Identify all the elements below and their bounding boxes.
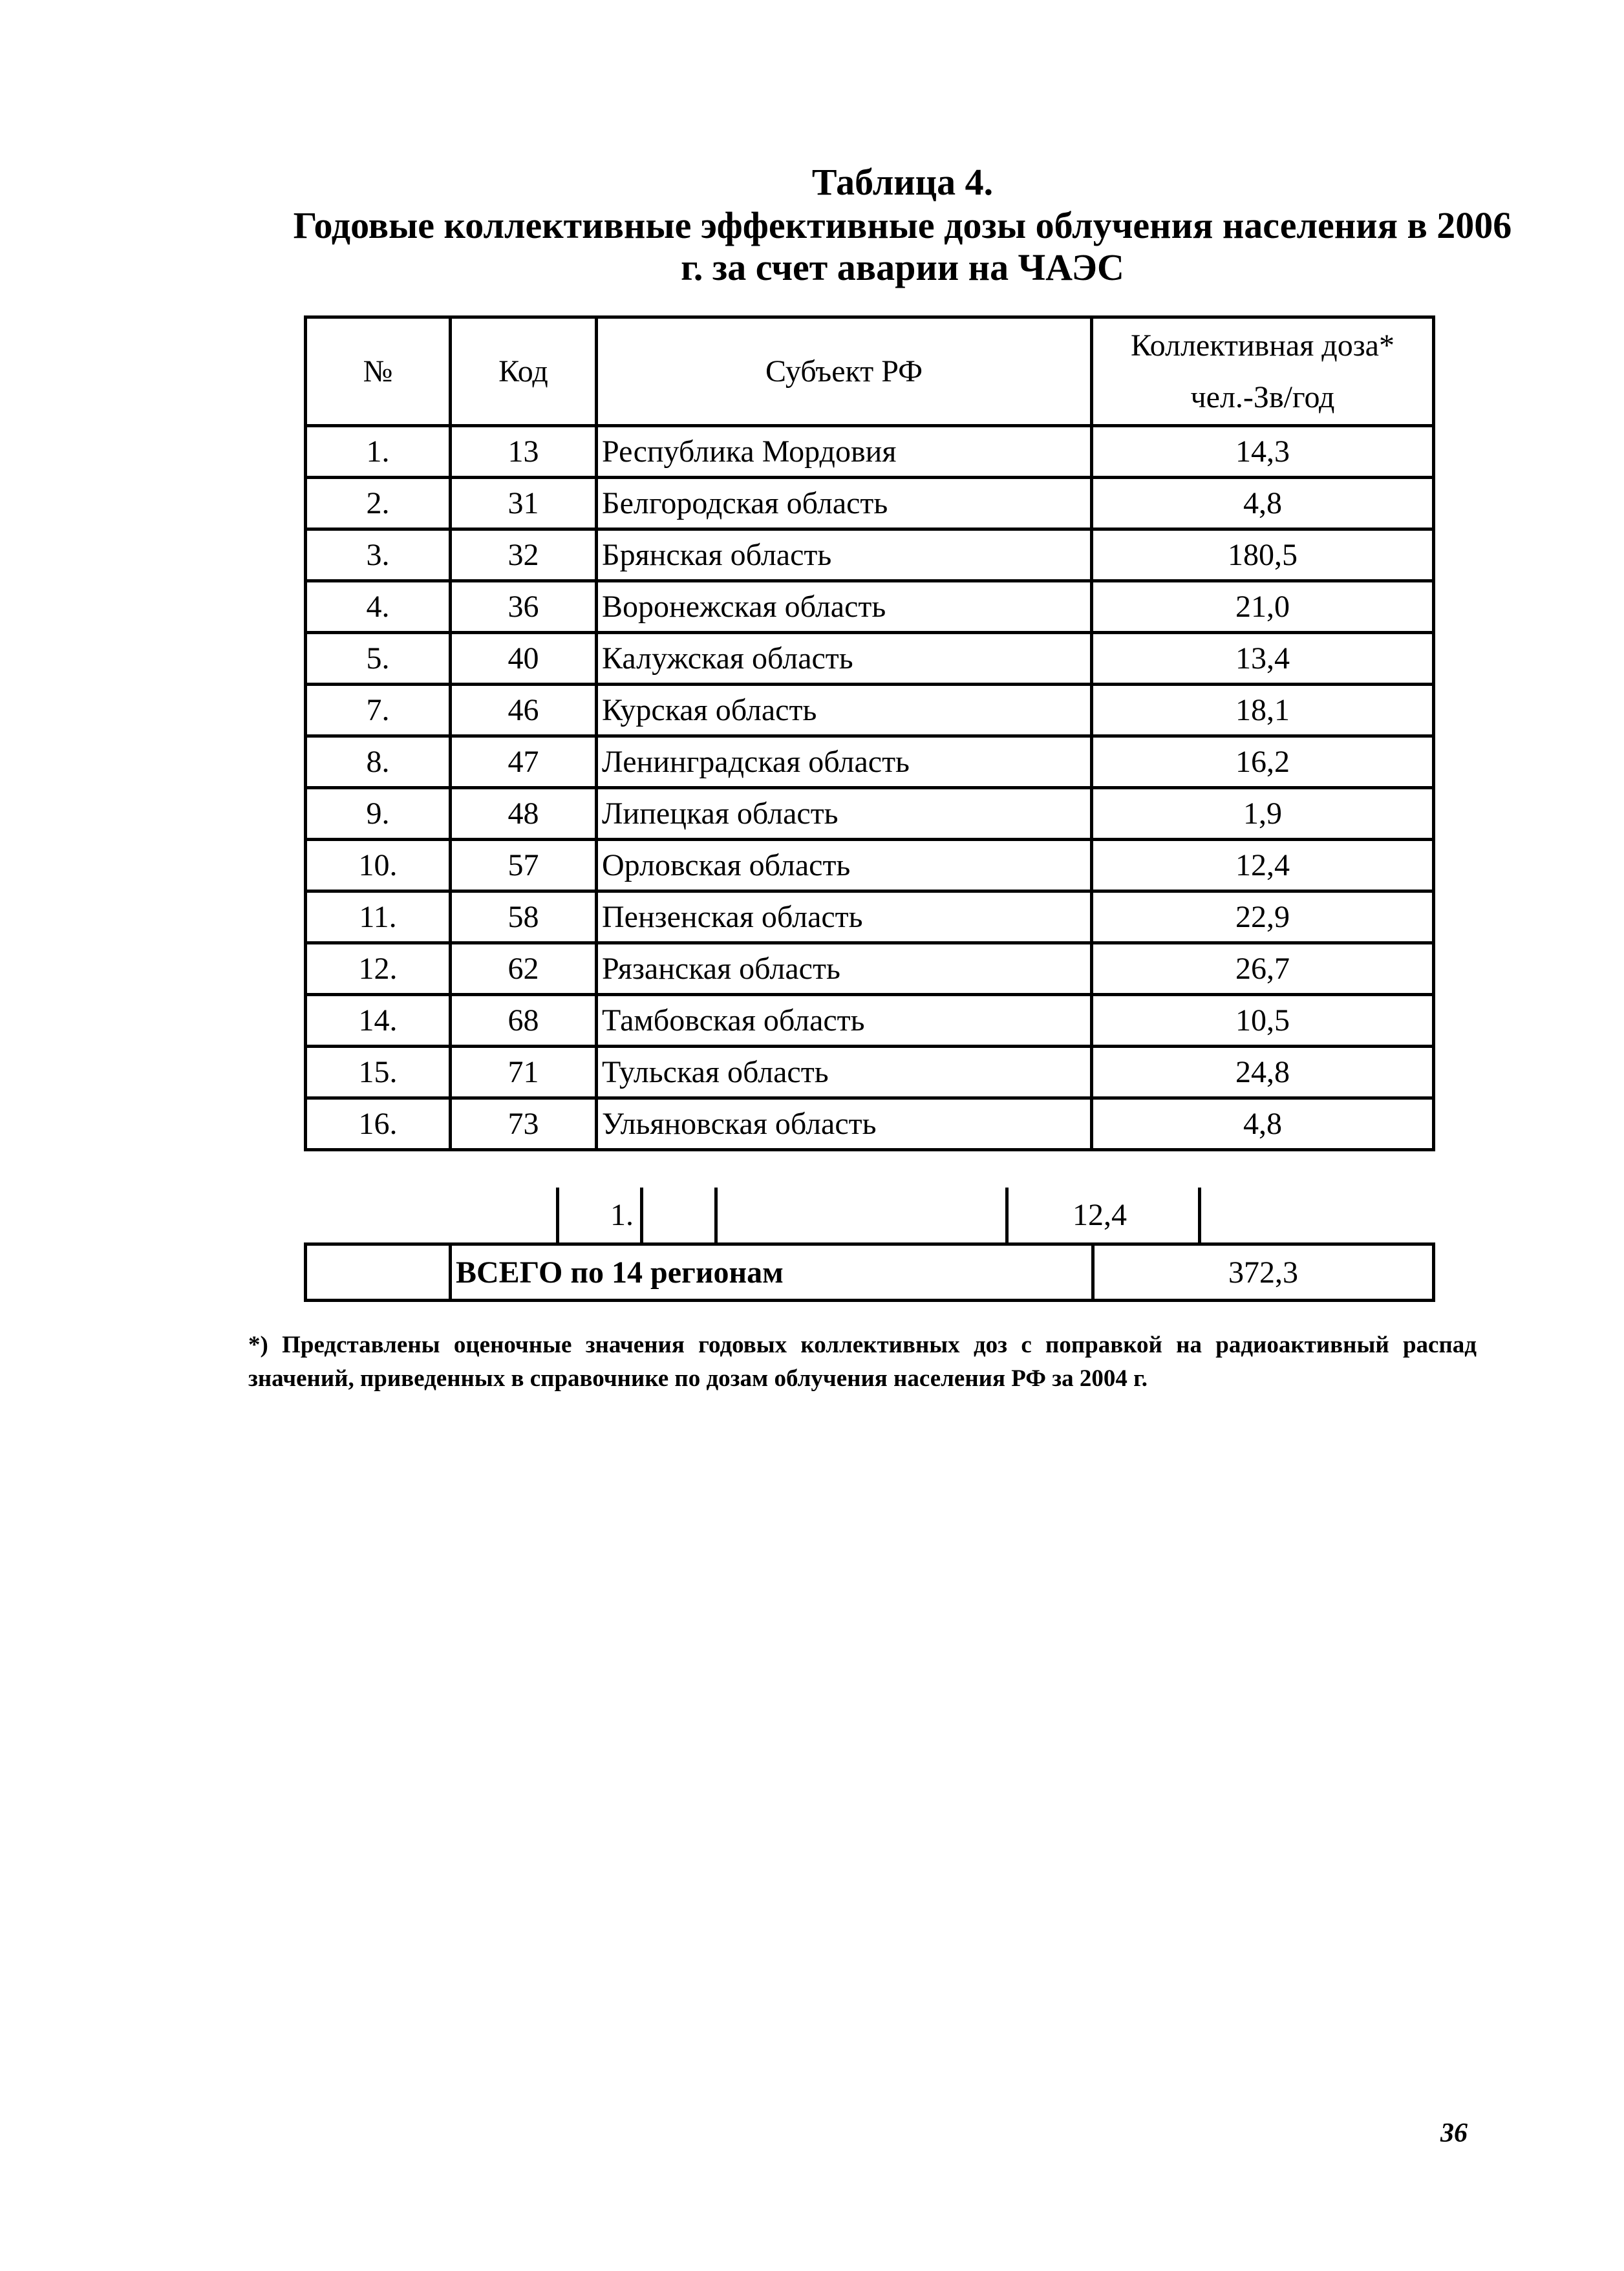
- row-dose: 22,9: [1092, 891, 1434, 943]
- row-code: 71: [451, 1047, 597, 1098]
- row-subject: Курская область: [597, 685, 1092, 736]
- row-no: 7.: [306, 685, 451, 736]
- row-code: 57: [451, 840, 597, 891]
- row-no: 12.: [306, 943, 451, 995]
- table-row: [306, 840, 1434, 891]
- row-dose: 16,2: [1092, 736, 1434, 788]
- header-subject: Субъект РФ: [597, 317, 1092, 426]
- table-row: [306, 633, 1434, 685]
- row-subject: Брянская область: [597, 529, 1092, 581]
- table-title-line1: Годовые коллективные эффективные дозы облучения населения в 2006: [293, 204, 1512, 246]
- row-dose: 10,5: [1092, 995, 1434, 1047]
- row-code: 46: [451, 685, 597, 736]
- row-dose: 26,7: [1092, 943, 1434, 995]
- row-code: 32: [451, 529, 597, 581]
- row-no: 16.: [306, 1098, 451, 1150]
- total-empty-cell: [306, 1244, 451, 1301]
- header-code: Код: [451, 317, 597, 426]
- row-subject: Белгородская область: [597, 478, 1092, 529]
- row-no: 11.: [306, 891, 451, 943]
- table-title-line2: г. за счет аварии на ЧАЭС: [681, 246, 1124, 288]
- row-dose: 13,4: [1092, 633, 1434, 685]
- row-no: 8.: [306, 736, 451, 788]
- table-row: [306, 995, 1434, 1047]
- total-table: [304, 1242, 1435, 1302]
- stray-border: [714, 1188, 718, 1246]
- row-code: 47: [451, 736, 597, 788]
- row-subject: Орловская область: [597, 840, 1092, 891]
- stray-row-no: 1.: [610, 1198, 634, 1232]
- row-no: 9.: [306, 788, 451, 840]
- row-subject: Ленинградская область: [597, 736, 1092, 788]
- row-no: 5.: [306, 633, 451, 685]
- row-subject: Республика Мордовия: [597, 426, 1092, 478]
- table-caption: Таблица 4.: [811, 161, 994, 203]
- row-dose: 18,1: [1092, 685, 1434, 736]
- total-label: ВСЕГО по 14 регионам: [451, 1244, 1093, 1301]
- table-row: [306, 478, 1434, 529]
- row-dose: 14,3: [1092, 426, 1434, 478]
- table-row: [306, 1098, 1434, 1150]
- total-value: 372,3: [1093, 1244, 1434, 1301]
- row-no: 15.: [306, 1047, 451, 1098]
- row-code: 73: [451, 1098, 597, 1150]
- row-subject: Воронежская область: [597, 581, 1092, 633]
- row-code: 36: [451, 581, 597, 633]
- row-code: 48: [451, 788, 597, 840]
- header-no: №: [306, 317, 451, 426]
- row-dose: 24,8: [1092, 1047, 1434, 1098]
- table-row: [306, 581, 1434, 633]
- table-row: [306, 426, 1434, 478]
- row-dose: 4,8: [1092, 1098, 1434, 1150]
- table-row: [306, 788, 1434, 840]
- row-subject: Тульская область: [597, 1047, 1092, 1098]
- row-subject: Рязанская область: [597, 943, 1092, 995]
- dose-table: [304, 315, 1435, 1151]
- stray-border: [1005, 1188, 1009, 1246]
- table-row: [306, 891, 1434, 943]
- row-no: 10.: [306, 840, 451, 891]
- table-row: [306, 529, 1434, 581]
- row-code: 62: [451, 943, 597, 995]
- row-no: 2.: [306, 478, 451, 529]
- stray-row-value: 12,4: [1073, 1198, 1127, 1232]
- row-subject: Ульяновская область: [597, 1098, 1092, 1150]
- row-dose: 1,9: [1092, 788, 1434, 840]
- row-dose: 12,4: [1092, 840, 1434, 891]
- row-subject: Тамбовская область: [597, 995, 1092, 1047]
- table-row: [306, 1047, 1434, 1098]
- stray-border: [556, 1188, 559, 1246]
- row-dose: 180,5: [1092, 529, 1434, 581]
- header-dose: [1092, 317, 1434, 426]
- row-no: 14.: [306, 995, 451, 1047]
- row-code: 13: [451, 426, 597, 478]
- stray-border: [640, 1188, 643, 1246]
- row-subject: Пензенская область: [597, 891, 1092, 943]
- row-no: 1.: [306, 426, 451, 478]
- row-subject: Калужская область: [597, 633, 1092, 685]
- row-code: 40: [451, 633, 597, 685]
- row-code: 31: [451, 478, 597, 529]
- header-dose-title: Коллективная доза*: [1131, 328, 1394, 363]
- total-row: [306, 1244, 1434, 1301]
- footnote: *) Представлены оценочные значения годовых коллективных доз с поправкой на радиоактивный распад значений, приведенных в справочнике по дозам облучения населения РФ за 2004 г.: [248, 1332, 1477, 1392]
- row-no: 4.: [306, 581, 451, 633]
- table-row: [306, 943, 1434, 995]
- table-row: [306, 736, 1434, 788]
- table-row: [306, 685, 1434, 736]
- row-code: 68: [451, 995, 597, 1047]
- row-dose: 4,8: [1092, 478, 1434, 529]
- row-dose: 21,0: [1092, 581, 1434, 633]
- table-header-row: [306, 317, 1434, 426]
- row-code: 58: [451, 891, 597, 943]
- table-body: [306, 426, 1434, 1150]
- page-number: 36: [1440, 2118, 1468, 2148]
- row-no: 3.: [306, 529, 451, 581]
- stray-border: [1198, 1188, 1201, 1246]
- row-subject: Липецкая область: [597, 788, 1092, 840]
- header-dose-unit: чел.-Зв/год: [1190, 379, 1335, 414]
